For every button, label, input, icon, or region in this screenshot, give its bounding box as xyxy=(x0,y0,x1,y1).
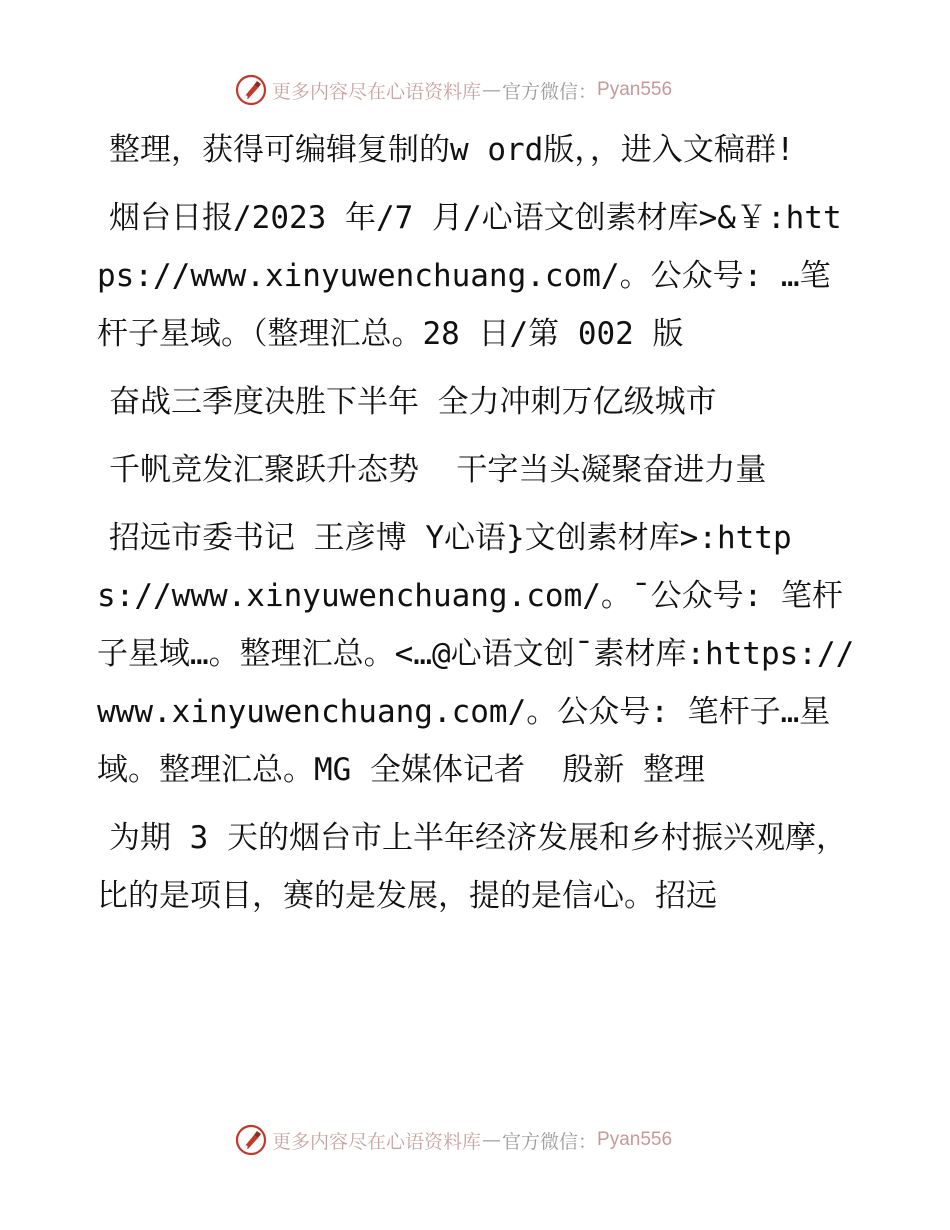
headline-line-1: 奋战三季度决胜下半年 全力冲刺万亿级城市 xyxy=(109,384,717,420)
watermark-dash: — xyxy=(482,1129,502,1151)
paragraph-byline: 招远市委书记 王彦博 Y心语}文创素材库>:https://www.xinyuwenchuang.com/。¯公众号: 笔杆子星域…。整理汇总。<…@心语文创¯素材库:https://www.xinyuwenchuang.com/。公众号: 笔杆子…星域。整理汇总。MG 全媒体记者 殷新 整理 xyxy=(97,520,855,788)
header-watermark-banner xyxy=(235,73,672,107)
watermark-dash: — xyxy=(482,79,502,101)
paragraph-body: 为期 3 天的烟台市上半年经济发展和乡村振兴观摩，比的是项目，赛的是发展，提的是信心。招远 xyxy=(97,820,847,914)
watermark-handle: Pyan556 xyxy=(597,1129,673,1150)
fountain-pen-logo-icon xyxy=(235,74,267,106)
watermark-official-label: 官方微信： xyxy=(502,80,598,103)
document-body xyxy=(97,121,857,935)
watermark-main-text: 更多内容尽在心语资料库 xyxy=(272,80,482,103)
fountain-pen-logo-icon xyxy=(235,1124,267,1156)
watermark-official-label: 官方微信： xyxy=(502,1130,598,1153)
watermark-handle: Pyan556 xyxy=(597,79,673,100)
headline-line-2: 千帆竞发汇聚跃升态势 干字当头凝聚奋进力量 xyxy=(109,452,767,488)
paragraph-source: 烟台日报/2023 年/7 月/心语文创素材库>&￥:https://www.xinyuwenchuang.com/。公众号: …笔杆子星域。（整理汇总。28 日/第 002 版 xyxy=(97,200,842,352)
paragraph-intro: 整理，获得可编辑复制的w ord版，，进入文稿群! xyxy=(109,132,795,168)
footer-watermark-banner xyxy=(235,1123,672,1157)
watermark-main-text: 更多内容尽在心语资料库 xyxy=(272,1130,482,1153)
